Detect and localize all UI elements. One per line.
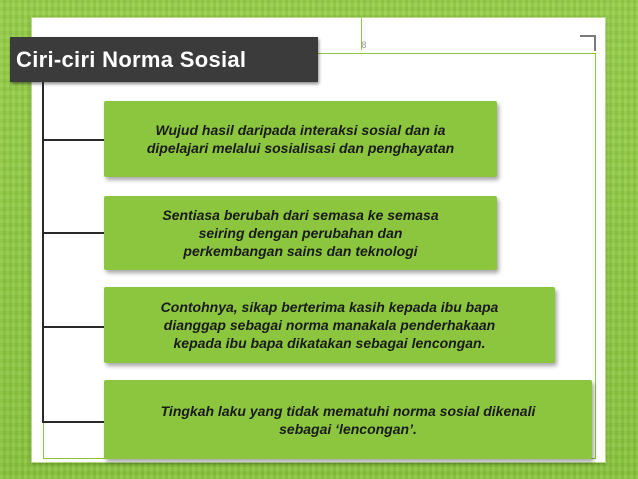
- box-4-line-1: Tingkah laku yang tidak mematuhi norma sosial dikenali: [160, 402, 536, 419]
- box-1-line-2: dipelajari melalui sosialisasi dan penghayatan: [146, 140, 455, 156]
- page-number: 8: [361, 40, 367, 50]
- characteristic-box-3: [104, 287, 555, 363]
- tree-connector-vertical: [42, 82, 44, 421]
- box-3-line-3: kepada ibu bapa dikatakan sebagai lencongan.: [173, 335, 486, 351]
- box-2-line-3: perkembangan sains dan teknologi: [183, 243, 418, 259]
- box-3-line-2: dianggap sebagai norma manakala penderhakaan: [163, 317, 496, 333]
- box-3-line-1: Contohnya, sikap berterima kasih kepada ibu bapa: [160, 299, 499, 315]
- box-2-line-2: seiring dengan perubahan dan: [198, 225, 403, 241]
- characteristic-box-4: [104, 380, 592, 459]
- box-2-line-1: Sentiasa berubah dari semasa ke semasa: [162, 207, 439, 223]
- box-1-line-1: Wujud hasil daripada interaksi sosial dan ia: [155, 122, 446, 138]
- tree-connector-branch-2: [42, 232, 104, 234]
- tree-connector-branch-1: [42, 139, 104, 141]
- characteristic-box-2: [104, 196, 497, 270]
- tree-connector-branch-4: [42, 421, 104, 423]
- slide-title-text: Ciri-ciri Norma Sosial: [16, 46, 247, 72]
- slide-title: [10, 37, 318, 82]
- corner-bracket-icon: [580, 35, 596, 51]
- characteristic-box-1: [104, 101, 497, 177]
- box-4-line-2: sebagai ‘lencongan’.: [279, 420, 417, 437]
- tree-connector-branch-3: [42, 326, 104, 328]
